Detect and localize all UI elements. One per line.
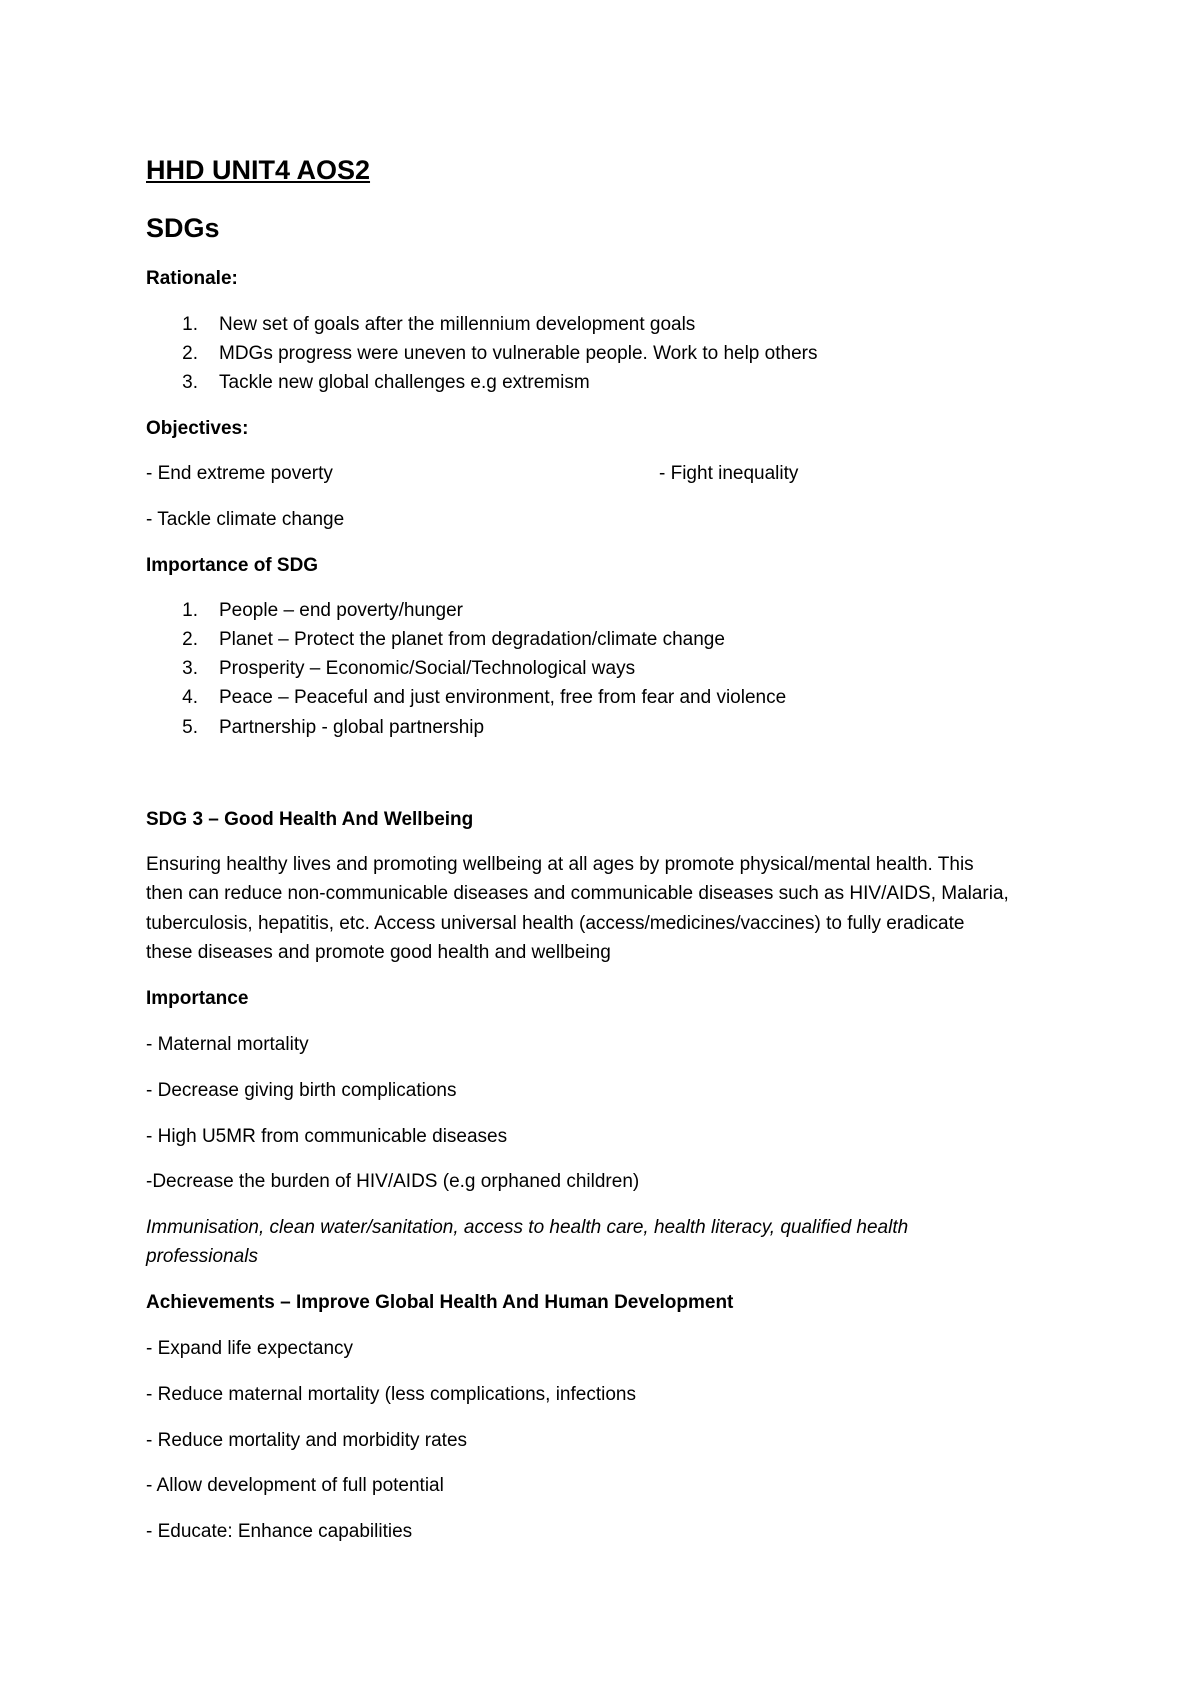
list-number: 2. [182, 343, 198, 364]
list-item: Prosperity – Economic/Social/Technological ways [219, 658, 636, 679]
list-number: 4. [182, 687, 198, 708]
objective-item: - End extreme poverty [146, 463, 333, 484]
objective-item: - Tackle climate change [146, 509, 345, 530]
objectives-heading: Objectives: [146, 418, 249, 439]
importance-item: -Decrease the burden of HIV/AIDS (e.g orphaned children) [146, 1171, 640, 1192]
objective-item: - Fight inequality [659, 463, 799, 484]
list-item: Tackle new global challenges e.g extremism [219, 372, 590, 393]
importance-item: - High U5MR from communicable diseases [146, 1126, 508, 1147]
paragraph-line: tuberculosis, hepatitis, etc. Access universal health (access/medicines/vaccines) to fully eradicate [146, 913, 965, 934]
achievement-item: - Educate: Enhance capabilities [146, 1521, 413, 1542]
sdg3-heading: SDG 3 – Good Health And Wellbeing [146, 809, 474, 830]
list-number: 3. [182, 372, 198, 393]
rationale-heading: Rationale: [146, 268, 238, 289]
list-number: 1. [182, 600, 198, 621]
achievement-item: - Expand life expectancy [146, 1338, 354, 1359]
document-subtitle: SDGs [146, 213, 220, 243]
achievement-item: - Reduce maternal mortality (less complications, infections [146, 1384, 636, 1405]
paragraph-line: these diseases and promote good health and wellbeing [146, 942, 611, 963]
list-item: MDGs progress were uneven to vulnerable people. Work to help others [219, 343, 818, 364]
achievement-item: - Allow development of full potential [146, 1475, 444, 1496]
italic-note-line: professionals [146, 1246, 258, 1267]
list-number: 3. [182, 658, 198, 679]
document-title: HHD UNIT4 AOS2 [146, 155, 371, 185]
list-item: People – end poverty/hunger [219, 600, 464, 621]
italic-note-line: Immunisation, clean water/sanitation, access to health care, health literacy, qualified health [146, 1217, 909, 1238]
list-item: Planet – Protect the planet from degradation/climate change [219, 629, 725, 650]
list-item: Peace – Peaceful and just environment, free from fear and violence [219, 687, 787, 708]
importance-sdg-heading: Importance of SDG [146, 555, 319, 576]
list-number: 5. [182, 717, 198, 738]
achievements-heading: Achievements – Improve Global Health And Human Development [146, 1292, 734, 1313]
list-number: 1. [182, 314, 198, 335]
importance-item: - Maternal mortality [146, 1034, 309, 1055]
list-item: Partnership - global partnership [219, 717, 485, 738]
achievement-item: - Reduce mortality and morbidity rates [146, 1430, 468, 1451]
importance-item: - Decrease giving birth complications [146, 1080, 457, 1101]
list-item: New set of goals after the millennium development goals [219, 314, 696, 335]
paragraph-line: Ensuring healthy lives and promoting wellbeing at all ages by promote physical/mental health. This [146, 854, 974, 875]
importance-heading: Importance [146, 988, 249, 1009]
list-number: 2. [182, 629, 198, 650]
paragraph-line: then can reduce non-communicable diseases and communicable diseases such as HIV/AIDS, Malaria, [146, 883, 1009, 904]
